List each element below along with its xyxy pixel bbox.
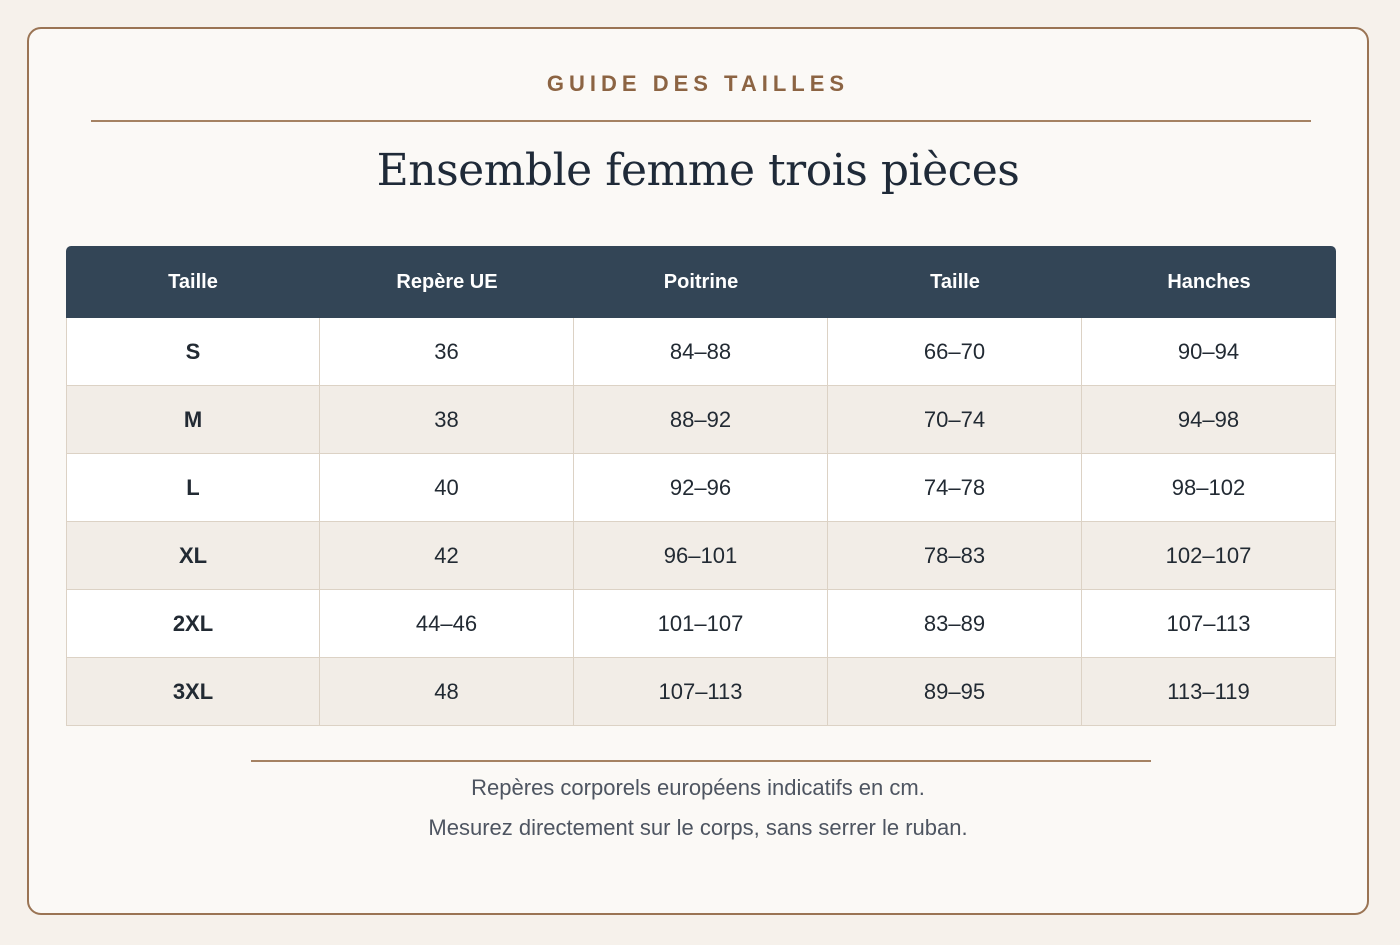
table-row <box>66 386 1336 454</box>
size-table <box>66 246 1336 726</box>
header-waist: Taille <box>828 246 1082 318</box>
cell-size: M <box>66 386 320 454</box>
footnote-line-2: Mesurez directement sur le corps, sans serrer le ruban. <box>428 815 968 840</box>
table-row <box>66 318 1336 386</box>
cell-hips: 113–119 <box>1082 658 1336 726</box>
cell-size: 2XL <box>66 590 320 658</box>
cell-waist: 70–74 <box>828 386 1082 454</box>
cell-waist: 89–95 <box>828 658 1082 726</box>
cell-eu-reference: 42 <box>320 522 574 590</box>
table-row <box>66 454 1336 522</box>
cell-hips: 107–113 <box>1082 590 1336 658</box>
page-title: Ensemble femme trois pièces <box>376 145 1020 196</box>
cell-chest: 107–113 <box>574 658 828 726</box>
top-divider <box>91 120 1311 122</box>
cell-size: 3XL <box>66 658 320 726</box>
cell-eu-reference: 40 <box>320 454 574 522</box>
cell-hips: 102–107 <box>1082 522 1336 590</box>
cell-size: L <box>66 454 320 522</box>
header-row <box>66 246 1336 318</box>
cell-eu-reference: 38 <box>320 386 574 454</box>
cell-eu-reference: 44–46 <box>320 590 574 658</box>
header-size: Taille <box>66 246 320 318</box>
table-row <box>66 522 1336 590</box>
cell-size: XL <box>66 522 320 590</box>
footnote-line-1: Repères corporels européens indicatifs en cm. <box>471 775 925 800</box>
size-table-container <box>66 246 1336 726</box>
table-header <box>66 246 1336 318</box>
header-hips: Hanches <box>1082 246 1336 318</box>
cell-chest: 101–107 <box>574 590 828 658</box>
table-row <box>66 658 1336 726</box>
cell-waist: 83–89 <box>828 590 1082 658</box>
header-chest: Poitrine <box>574 246 828 318</box>
bottom-divider <box>251 760 1151 762</box>
cell-eu-reference: 48 <box>320 658 574 726</box>
cell-waist: 78–83 <box>828 522 1082 590</box>
cell-waist: 66–70 <box>828 318 1082 386</box>
cell-hips: 98–102 <box>1082 454 1336 522</box>
cell-size: S <box>66 318 320 386</box>
cell-chest: 92–96 <box>574 454 828 522</box>
cell-hips: 94–98 <box>1082 386 1336 454</box>
table-row <box>66 590 1336 658</box>
cell-hips: 90–94 <box>1082 318 1336 386</box>
cell-waist: 74–78 <box>828 454 1082 522</box>
cell-chest: 84–88 <box>574 318 828 386</box>
cell-eu-reference: 36 <box>320 318 574 386</box>
eyebrow-label: GUIDE DES TAILLES <box>546 71 850 96</box>
cell-chest: 88–92 <box>574 386 828 454</box>
header-eu-reference: Repère UE <box>320 246 574 318</box>
cell-chest: 96–101 <box>574 522 828 590</box>
size-guide-card <box>27 27 1369 915</box>
table-body <box>66 318 1336 726</box>
